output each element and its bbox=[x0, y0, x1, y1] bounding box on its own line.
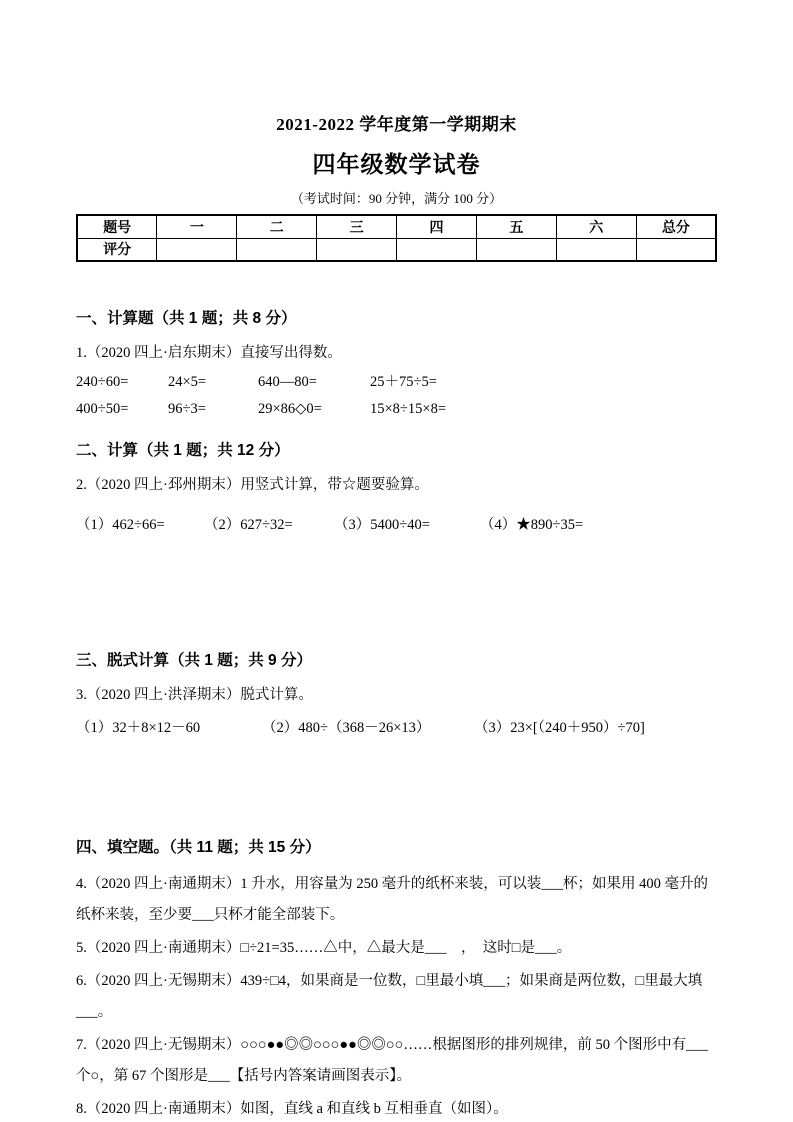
question-8: 8.（2020 四上·南通期末）如图，直线 a 和直线 b 互相垂直（如图）。 bbox=[76, 1101, 508, 1117]
section4-heading: 四、填空题。（共 11 题；共 15 分） bbox=[76, 839, 321, 856]
section1-heading: 一、计算题（共 1 题；共 8 分） bbox=[76, 310, 297, 327]
question-6: 6.（2020 四上·无锡期末）439÷□4，如果商是一位数，□里最小填___；如果商是两位数，□里最大填___。 bbox=[76, 973, 703, 1020]
exam-subtitle: 四年级数学试卷 bbox=[312, 151, 481, 177]
score-table-header-row bbox=[77, 215, 716, 238]
question-3-items bbox=[76, 716, 717, 737]
exam-title: 2021-2022 学年度第一学期期末 bbox=[276, 115, 517, 134]
section2-heading: 二、计算（共 1 题；共 12 分） bbox=[76, 442, 290, 459]
question-2-items bbox=[76, 513, 717, 534]
score-table-column-4: 四 bbox=[397, 215, 477, 238]
workspace-spacer bbox=[76, 737, 717, 835]
calc-item: 24×5= bbox=[168, 374, 207, 390]
question-2-intro: 2.（2020 四上·邳州期末）用竖式计算，带☆题要验算。 bbox=[76, 477, 429, 493]
vertical-calc-item: （1）462÷66= bbox=[76, 517, 165, 533]
question-4: 4.（2020 四上·南通期末）1 升水，用容量为 250 毫升的纸杯来装，可以装___杯；如果用 400 毫升的纸杯来装，至少要___只杯才能全部装下。 bbox=[76, 876, 708, 923]
question-5: 5.（2020 四上·南通期末）□÷21=35……△中，△最大是___ ， 这时□是___。 bbox=[76, 940, 572, 956]
score-table-score-row bbox=[77, 238, 716, 261]
stepwise-calc-item: （1）32＋8×12－60 bbox=[76, 720, 201, 736]
score-table-row-label: 评分 bbox=[77, 238, 157, 261]
score-table-corner-label: 题号 bbox=[77, 215, 157, 238]
calc-item: 640—80= bbox=[258, 374, 317, 390]
stepwise-calc-item: （3）23×[（240＋950）÷70] bbox=[474, 720, 645, 736]
score-cell bbox=[317, 238, 397, 261]
question-3-intro: 3.（2020 四上·洪泽期末）脱式计算。 bbox=[76, 687, 313, 703]
score-table-column-6: 六 bbox=[556, 215, 636, 238]
vertical-calc-item: （3）5400÷40= bbox=[334, 517, 430, 533]
calc-item: 240÷60= bbox=[76, 374, 129, 390]
score-table bbox=[76, 214, 717, 262]
score-cell bbox=[556, 238, 636, 261]
vertical-calc-item: （4）★890÷35= bbox=[480, 517, 584, 533]
section3-heading: 三、脱式计算（共 1 题；共 9 分） bbox=[76, 652, 312, 669]
question-1-intro: 1.（2020 四上·启东期末）直接写出得数。 bbox=[76, 345, 342, 361]
score-cell bbox=[157, 238, 237, 261]
stepwise-calc-item: （2）480÷（368－26×13） bbox=[262, 720, 431, 736]
calc-item: 15×8÷15×8= bbox=[370, 401, 446, 417]
score-cell bbox=[636, 238, 716, 261]
score-cell bbox=[237, 238, 317, 261]
score-table-column-3: 三 bbox=[317, 215, 397, 238]
score-cell bbox=[476, 238, 556, 261]
score-table-column-total: 总分 bbox=[636, 215, 716, 238]
calc-item: 25＋75÷5= bbox=[370, 374, 437, 390]
workspace-spacer bbox=[76, 534, 717, 648]
vertical-calc-item: （2）627÷32= bbox=[204, 517, 293, 533]
calc-item: 400÷50= bbox=[76, 401, 129, 417]
score-table-column-2: 二 bbox=[237, 215, 317, 238]
calc-item: 29×86◇0= bbox=[258, 401, 322, 417]
score-table-column-5: 五 bbox=[476, 215, 556, 238]
exam-note: （考试时间：90 分钟，满分 100 分） bbox=[290, 191, 503, 206]
score-table-column-1: 一 bbox=[157, 215, 237, 238]
question-1-row-2 bbox=[76, 396, 717, 423]
question-1-row-1 bbox=[76, 369, 717, 396]
calc-item: 96÷3= bbox=[168, 401, 206, 417]
question-7: 7.（2020 四上·无锡期末）○○○●●◎◎○○○●●◎◎○○……根据图形的排列规律，前 50 个图形中有___个○，第 67 个图形是___【括号内答案请画图表示】。 bbox=[76, 1037, 708, 1084]
score-cell bbox=[397, 238, 477, 261]
